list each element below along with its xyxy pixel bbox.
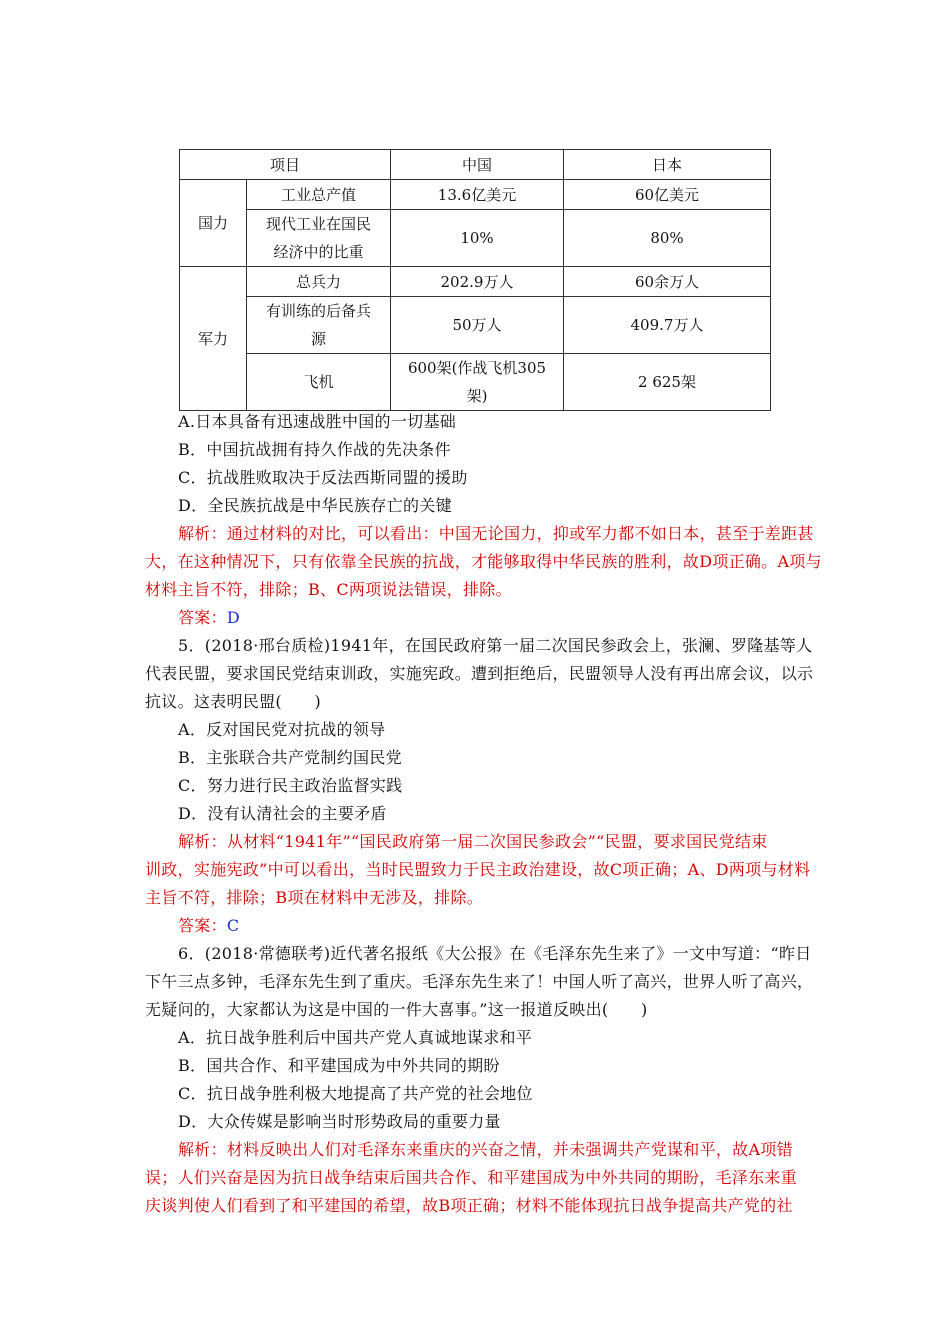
q5-stem-line: 5．(2018·邢台质检)1941年，在国民政府第一届二次国民参政会上，张澜、罗隆基等人 (178, 636, 813, 655)
group-label: 国力 (180, 180, 247, 267)
q5-option-c: C．努力进行民主政治监督实践 (178, 776, 403, 795)
table-header-row (180, 150, 771, 180)
row-item: 工业总产值 (247, 180, 391, 210)
q6-option-c: C．抗日战争胜利极大地提高了共产党的社会地位 (178, 1084, 533, 1103)
q6-analysis-line: 庆谈判使人们看到了和平建国的希望，故B项正确；材料不能体现抗日战争提高共产党的社 (145, 1196, 793, 1215)
q6-option-a: A．抗日战争胜利后中国共产党人真诚地谋求和平 (178, 1028, 533, 1047)
cell-china: 600架(作战飞机305 架) (391, 354, 564, 411)
q6-analysis-line: 解析：材料反映出人们对毛泽东来重庆的兴奋之情，并未强调共产党谋和平，故A项错 (178, 1140, 793, 1159)
analysis-label: 解析： (178, 524, 227, 543)
row-item: 现代工业在国民 经济中的比重 (247, 210, 391, 267)
cell-china: 50万人 (391, 297, 564, 354)
q4-analysis-line: 大，在这种情况下，只有依靠全民族的抗战，才能够取得中华民族的胜利，故D项正确。A项与 (145, 552, 822, 571)
q6-stem-line: 6．(2018·常德联考)近代著名报纸《大公报》在《毛泽东先生来了》一文中写道：“昨日 (178, 944, 812, 963)
q5-option-d: D．没有认清社会的主要矛盾 (178, 804, 387, 823)
q4-option-d: D．全民族抗战是中华民族存亡的关键 (178, 496, 452, 515)
q6-option-b: B．国共合作、和平建国成为中外共同的期盼 (178, 1056, 500, 1075)
header-item: 项目 (180, 150, 391, 180)
cell-japan: 60亿美元 (564, 180, 771, 210)
table-row (180, 267, 771, 297)
q4-option-a: A.日本具备有迅速战胜中国的一切基础 (178, 412, 457, 431)
cell-china: 13.6亿美元 (391, 180, 564, 210)
q5-option-b: B．主张联合共产党制约国民党 (178, 748, 402, 767)
q5-analysis-line: 训政，实施宪政”中可以看出，当时民盟致力于民主政治建设，故C项正确；A、D两项与材料 (145, 860, 811, 879)
q5-stem-line: 抗议。这表明民盟( ) (145, 692, 322, 711)
q6-stem-line: 无疑问的，大家都认为这是中国的一件大喜事。”这一报道反映出( ) (145, 1000, 648, 1019)
table-row (180, 180, 771, 210)
q6-analysis-line: 误；人们兴奋是因为抗日战争结束后国共合作、和平建国成为中外共同的期盼，毛泽东来重 (145, 1168, 798, 1187)
cell-japan: 60余万人 (564, 267, 771, 297)
table-row (180, 297, 771, 354)
row-item: 有训练的后备兵 源 (247, 297, 391, 354)
q4-analysis-line: 材料主旨不符，排除；B、C两项说法错误，排除。 (145, 580, 512, 599)
q6-stem-line: 下午三点多钟，毛泽东先生到了重庆。毛泽东先生来了！中国人听了高兴，世界人听了高兴， (145, 972, 814, 991)
cell-china: 10% (391, 210, 564, 267)
header-japan: 日本 (564, 150, 771, 180)
comparison-table (179, 149, 771, 411)
group-label: 军力 (180, 267, 247, 411)
row-item: 总兵力 (247, 267, 391, 297)
cell-china: 202.9万人 (391, 267, 564, 297)
q4-option-b: B．中国抗战拥有持久作战的先决条件 (178, 440, 451, 459)
cell-japan: 2 625架 (564, 354, 771, 411)
q5-stem-line: 代表民盟，要求国民党结束训政，实施宪政。遭到拒绝后，民盟领导人没有再出席会议，以示 (145, 664, 814, 683)
q5-answer: 答案：C (178, 916, 240, 935)
q4-analysis-line: 解析：通过材料的对比，可以看出：中国无论国力，抑或军力都不如日本，甚至于差距甚 (178, 524, 814, 543)
q5-analysis-line: 主旨不符，排除；B项在材料中无涉及，排除。 (145, 888, 484, 907)
q5-analysis-line: 解析：从材料“1941年”“国民政府第一届二次国民参政会”“民盟，要求国民党结束 (178, 832, 768, 851)
q4-answer: 答案：D (178, 608, 241, 627)
table-row (180, 210, 771, 267)
table-row (180, 354, 771, 411)
q6-option-d: D．大众传媒是影响当时形势政局的重要力量 (178, 1112, 501, 1131)
q4-option-c: C．抗战胜败取决于反法西斯同盟的援助 (178, 468, 468, 487)
cell-japan: 409.7万人 (564, 297, 771, 354)
header-china: 中国 (391, 150, 564, 180)
q5-option-a: A．反对国民党对抗战的领导 (178, 720, 386, 739)
row-item: 飞机 (247, 354, 391, 411)
cell-japan: 80% (564, 210, 771, 267)
